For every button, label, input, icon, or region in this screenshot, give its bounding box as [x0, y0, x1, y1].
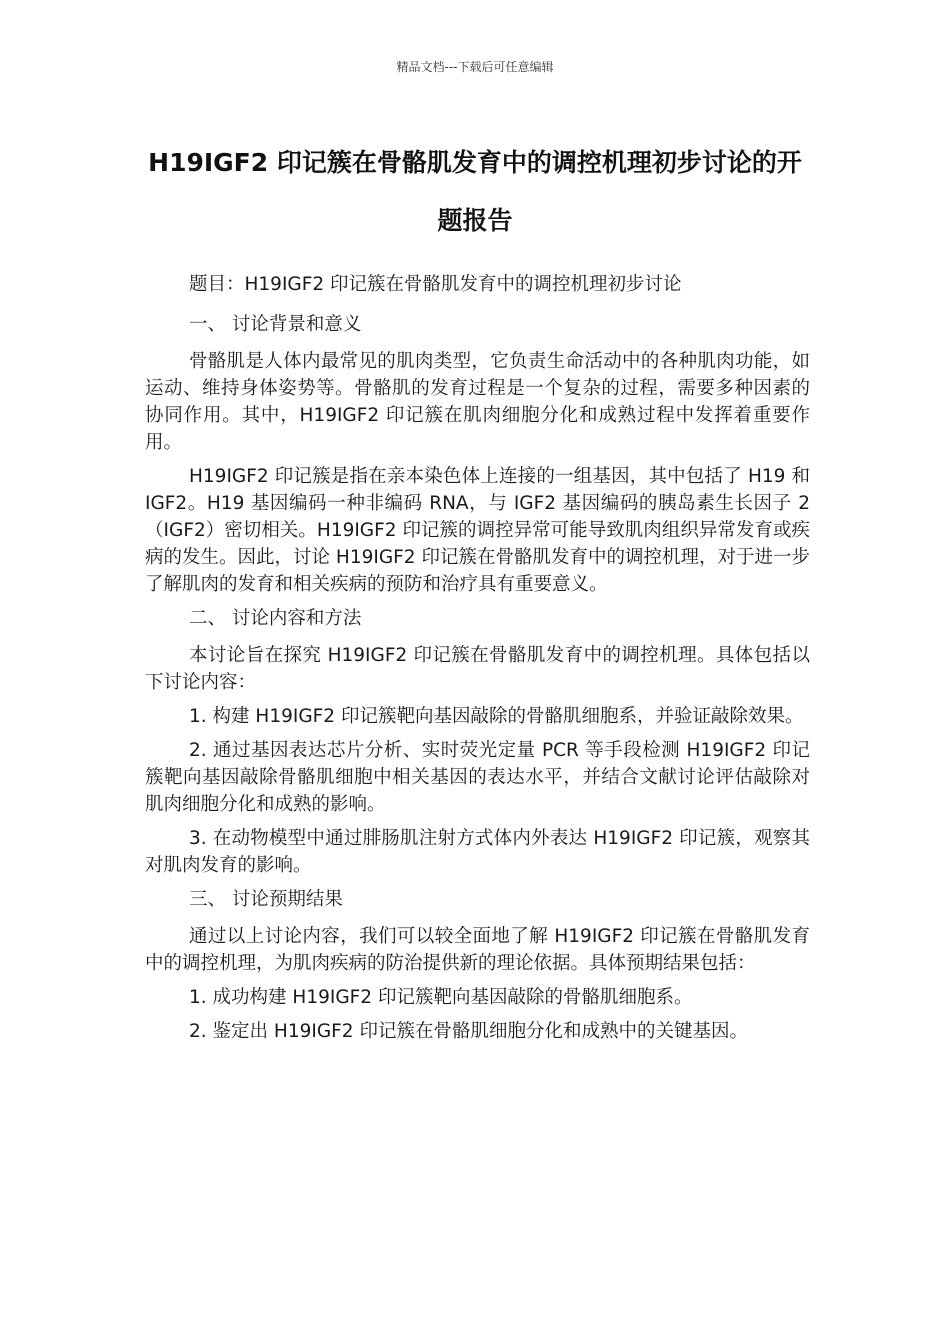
list-item: 2. 通过基因表达芯片分析、实时荧光定量 PCR 等手段检测 H19IGF2 印记簇靶向基因敲除骨骼肌细胞中相关基因的表达水平，并结合文献讨论评估敲除对肌肉细胞分化和成熟的影响。 — [145, 740, 810, 815]
header-note: 精品文档---下载后可任意编辑 — [396, 60, 554, 74]
subject-line: 题目：H19IGF2 印记簇在骨骼肌发育中的调控机理初步讨论 — [189, 274, 682, 295]
paragraph: 本讨论旨在探究 H19IGF2 印记簇在骨骼肌发育中的调控机理。具体包括以下讨论内容： — [145, 645, 810, 693]
list-item: 2. 鉴定出 H19IGF2 印记簇在骨骼肌细胞分化和成熟中的关键基因。 — [189, 1021, 748, 1042]
list-item: 1. 成功构建 H19IGF2 印记簇靶向基因敲除的骨骼肌细胞系。 — [189, 987, 693, 1008]
list-item: 1. 构建 H19IGF2 印记簇靶向基因敲除的骨骼肌细胞系，并验证敲除效果。 — [189, 706, 804, 727]
list-item: 3. 在动物模型中通过腓肠肌注射方式体内外表达 H19IGF2 印记簇，观察其对肌肉发育的影响。 — [145, 828, 810, 876]
section-heading-methods: 二、 讨论内容和方法 — [189, 608, 362, 629]
paragraph: 通过以上讨论内容，我们可以较全面地了解 H19IGF2 印记簇在骨骼肌发育中的调控机理，为肌肉疾病的防治提供新的理论依据。具体预期结果包括： — [145, 926, 810, 974]
document-title: H19IGF2 印记簇在骨骼肌发育中的调控机理初步讨论的开题报告 — [148, 148, 802, 235]
document-body — [145, 271, 810, 1052]
paragraph: H19IGF2 印记簇是指在亲本染色体上连接的一组基因，其中包括了 H19 和 IGF2。H19 基因编码一种非编码 RNA，与 IGF2 基因编码的胰岛素生长因子 2（IGF2）密切相关。H19IGF2 印记簇的调控异常可能导致肌肉组织异常发育或疾病的发生。因此，讨论 H19IGF2 印记簇在骨骼肌发育中的调控机理，对于进一步了解肌肉的发育和相关疾病的预防和治疗具有重要意义。 — [145, 466, 810, 595]
paragraph: 骨骼肌是人体内最常见的肌肉类型，它负责生命活动中的各种肌肉功能，如运动、维持身体姿势等。骨骼肌的发育过程是一个复杂的过程，需要多种因素的协同作用。其中，H19IGF2 印记簇在肌肉细胞分化和成熟过程中发挥着重要作用。 — [145, 351, 810, 453]
section-heading-results: 三、 讨论预期结果 — [189, 889, 343, 910]
section-heading-background: 一、 讨论背景和意义 — [189, 314, 362, 335]
